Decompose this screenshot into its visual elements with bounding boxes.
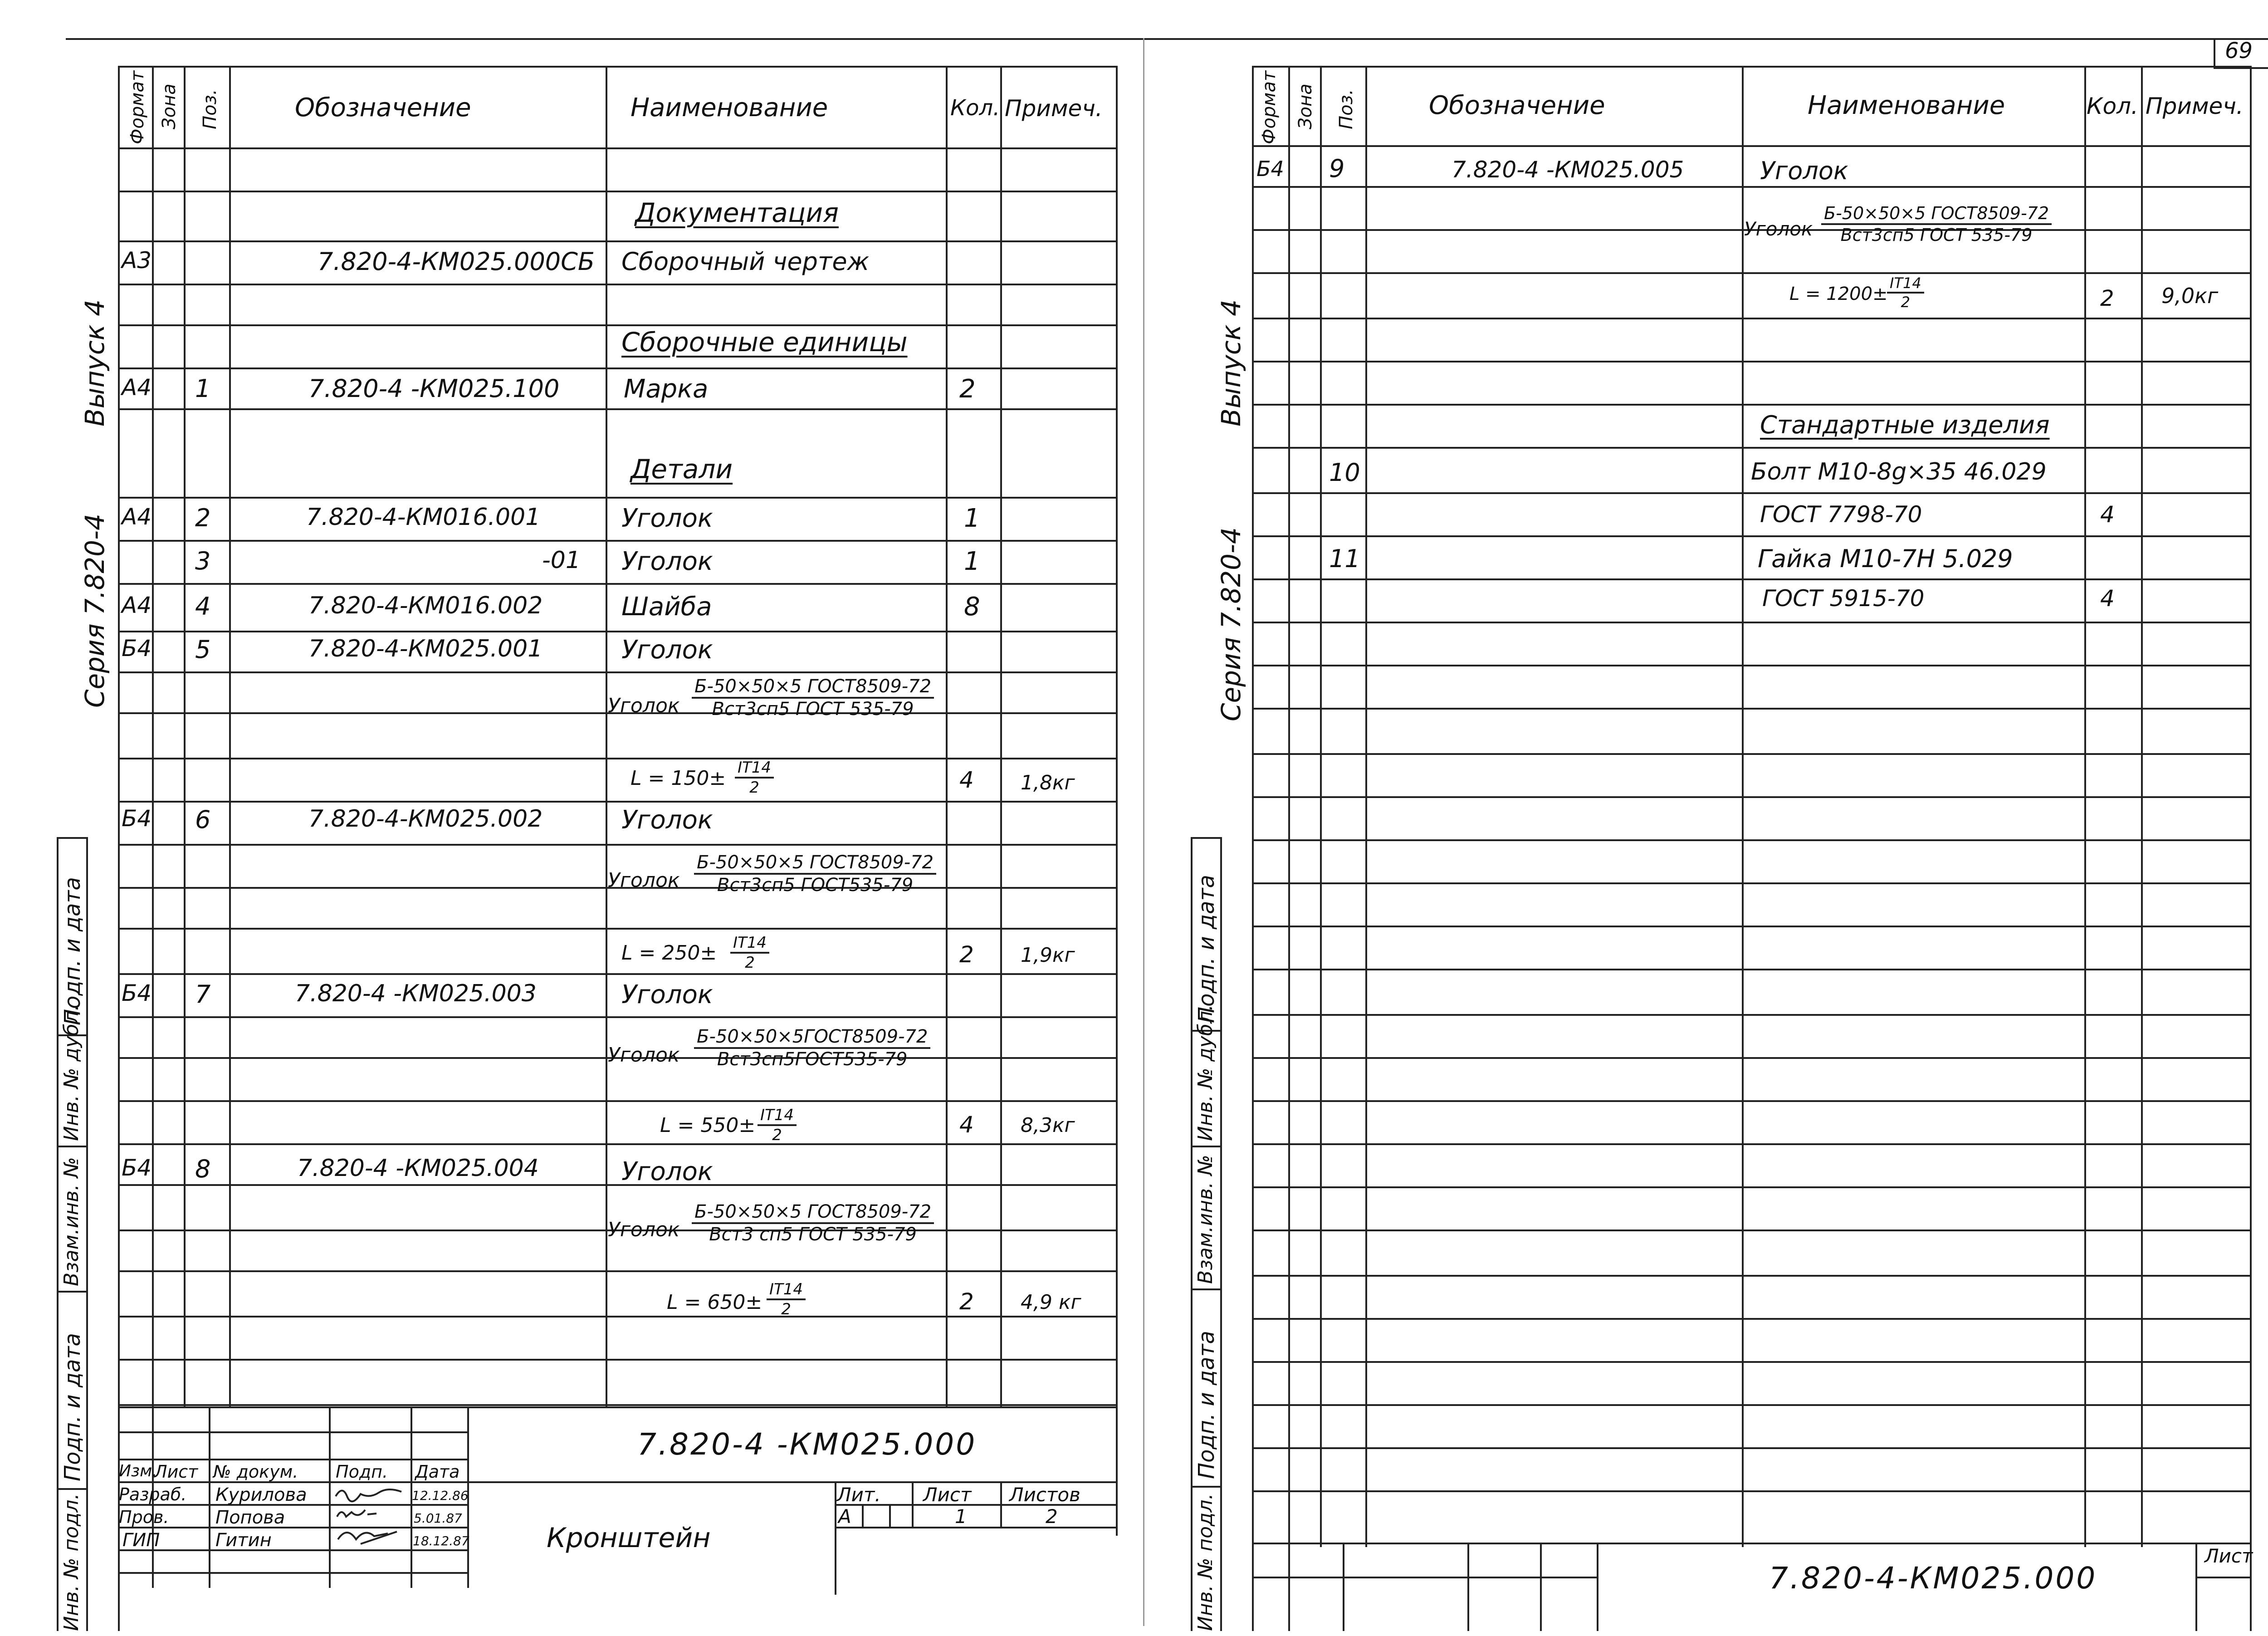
header-name: Наименование — [1808, 91, 2005, 120]
row-qty: 4 — [959, 1112, 974, 1138]
row-designation: 7.820-4-КМ025.000СБ — [318, 247, 595, 276]
tb-person: Курилова — [215, 1484, 307, 1505]
row-name: Уголок — [621, 547, 713, 576]
row-pos: 2 — [195, 504, 211, 532]
row-designation: 7.820-4 -КМ025.100 — [308, 374, 560, 403]
header-pos: Поз. — [200, 89, 220, 129]
tb-col-list: Лист — [154, 1462, 198, 1482]
row-note: 8,3кг — [1021, 1114, 1075, 1137]
row-name: Уголок — [621, 635, 713, 665]
stamp-label: Инв. № подл. — [60, 1493, 83, 1631]
col-line — [2084, 66, 2086, 1547]
right-frame-left — [1252, 66, 1254, 1631]
length-tolerance: $\frac{IT14}{2}$ — [758, 1106, 797, 1144]
row-pos: 10 — [1329, 458, 1360, 487]
col-line — [152, 66, 154, 1406]
row-pos: 5 — [195, 635, 211, 664]
profile-prefix: Уголок — [1744, 218, 1813, 240]
col-line — [946, 66, 948, 1406]
row-note: 1,8кг — [1021, 771, 1075, 794]
header-format: Формат — [127, 70, 148, 144]
tb-sheets-label: Листов — [1009, 1484, 1080, 1506]
header-designation: Обозначение — [295, 93, 471, 122]
col-line — [1365, 66, 1367, 1547]
header-name: Наименование — [631, 93, 828, 122]
profile-prefix: Уголок — [608, 1218, 680, 1241]
tb-sheet-value: 1 — [955, 1505, 967, 1528]
row-pos: 3 — [195, 547, 211, 575]
left-frame-left — [118, 66, 120, 1631]
header-note: Примеч. — [1005, 95, 1103, 122]
profile-fraction: Б-50×50×5 ГОСТ8509-72 Вст3сп5 ГОСТ535-79 — [694, 852, 936, 896]
row-format: А4 — [122, 592, 152, 618]
page-number: 69 — [2225, 38, 2253, 64]
tb-date: 5.01.87 — [414, 1511, 462, 1526]
tb-lit-label: Лит. — [837, 1484, 881, 1506]
stamp-label: Взам.инв. № — [60, 1157, 83, 1286]
stamp-label: Подп. и дата — [1194, 875, 1219, 1023]
length-prefix: L = 150± — [631, 767, 726, 790]
length-tolerance: $\frac{IT14}{2}$ — [767, 1280, 806, 1318]
stamp-label: Взам.инв. № — [1194, 1155, 1217, 1284]
row-note: 9,0кг — [2161, 284, 2219, 308]
row-name: Сборочный чертеж — [621, 247, 870, 276]
row-name: Уголок — [621, 805, 713, 835]
profile-prefix: Уголок — [608, 694, 680, 717]
length-tolerance: $\frac{IT14}{2}$ — [730, 934, 769, 972]
profile-prefix: Уголок — [608, 1043, 680, 1067]
row-designation: -01 — [542, 547, 581, 574]
header-zone: Зона — [159, 83, 180, 129]
header-qty: Кол. — [2087, 93, 2138, 119]
tb-role: Пров. — [119, 1507, 169, 1527]
side-series-label: Серия 7.820-4 — [1216, 527, 1246, 721]
row-designation: 7.820-4 -КМ025.004 — [297, 1155, 539, 1182]
side-issue-label: Выпуск 4 — [1216, 299, 1246, 426]
row-format: Б4 — [1256, 157, 1284, 181]
row-qty: 4 — [2100, 585, 2115, 612]
row-qty: 4 — [2100, 501, 2115, 528]
stamp-label: Подп. и дата — [1194, 1331, 1219, 1479]
tb-date: 12.12.86 — [412, 1488, 469, 1503]
header-note: Примеч. — [2146, 93, 2244, 119]
header-bottom-line — [118, 147, 1118, 149]
footer-sheet-label: Лист — [2204, 1545, 2253, 1567]
row-qty: 1 — [964, 547, 980, 576]
row-qty: 2 — [959, 1288, 974, 1315]
row-format: А4 — [122, 504, 152, 530]
row-qty: 2 — [2100, 286, 2114, 311]
header-format: Формат — [1259, 70, 1280, 144]
row-name: Уголок — [621, 1157, 713, 1186]
profile-fraction: Б-50×50×5 ГОСТ8509-72 Вст3сп5 ГОСТ 535-79 — [1821, 203, 2052, 245]
tb-role: ГИП — [122, 1530, 160, 1551]
row-qty: 2 — [959, 941, 974, 968]
row-qty: 2 — [959, 374, 976, 404]
row-name: Марка — [624, 374, 709, 404]
row-pos: 6 — [195, 805, 211, 834]
row-designation: 7.820-4-КМ025.001 — [308, 635, 543, 662]
header-qty: Кол. — [950, 95, 1000, 121]
length-prefix: L = 1200± — [1789, 284, 1888, 304]
length-prefix: L = 250± — [621, 941, 717, 965]
tb-sheet-label: Лист — [923, 1484, 972, 1506]
tb-date: 18.12.87 — [413, 1533, 469, 1548]
col-line — [184, 66, 186, 1406]
side-series-label: Серия 7.820-4 — [79, 514, 110, 708]
tb-person: Гитин — [215, 1530, 272, 1551]
row-name: Уголок — [621, 980, 713, 1009]
row-format: А3 — [122, 247, 152, 274]
row-designation: 7.820-4-КМ025.002 — [308, 805, 543, 833]
tb-col-sign: Подп. — [336, 1462, 388, 1482]
length-prefix: L = 550± — [660, 1114, 756, 1137]
row-format: Б4 — [122, 980, 152, 1006]
col-line — [1288, 66, 1290, 1547]
tb-col-docnum: № докум. — [213, 1462, 298, 1482]
profile-fraction: Б-50×50×5 ГОСТ8509-72 Вст3сп5 ГОСТ 535-79 — [692, 676, 934, 720]
row-name: Уголок — [621, 504, 713, 533]
row-pos: 9 — [1329, 154, 1345, 183]
length-tolerance: $\frac{IT14}{2}$ — [735, 759, 774, 797]
tb-person: Попова — [215, 1507, 285, 1528]
col-line — [2141, 66, 2143, 1547]
side-issue-label: Выпуск 4 — [79, 299, 110, 426]
row-format: Б4 — [122, 805, 152, 832]
row-name: ГОСТ 5915-70 — [1762, 585, 1925, 612]
row-name: Уголок — [1760, 157, 1848, 185]
row-pos: 7 — [195, 980, 211, 1009]
right-frame-top — [1252, 66, 2252, 68]
row-qty: 8 — [964, 592, 980, 622]
col-line — [229, 66, 231, 1406]
row-designation: 7.820-4 -КМ025.005 — [1452, 157, 1684, 183]
section-standard-items: Стандартные изделия — [1760, 411, 2050, 439]
profile-fraction: Б-50×50×5ГОСТ8509-72 Вст3сп5ГОСТ535-79 — [694, 1026, 930, 1070]
header-designation: Обозначение — [1429, 91, 1605, 120]
section-documentation: Документация — [635, 197, 839, 228]
col-line — [1320, 66, 1322, 1547]
length-tolerance: $\frac{IT14}{2}$ — [1887, 274, 1924, 311]
profile-prefix: Уголок — [608, 869, 680, 892]
sheet-divider — [1143, 38, 1144, 1626]
col-line — [606, 66, 607, 1406]
stamp-label: Инв. № подл. — [1194, 1493, 1217, 1631]
row-name: Шайба — [621, 592, 712, 622]
row-format: А4 — [122, 374, 152, 401]
row-note: 4,9 кг — [1021, 1291, 1081, 1314]
header-pos: Поз. — [1336, 89, 1357, 129]
col-line — [1000, 66, 1002, 1406]
title-block-doc-number: 7.820-4 -КМ025.000 — [637, 1427, 977, 1462]
row-designation: 7.820-4-КМ016.001 — [306, 504, 541, 531]
row-qty: 1 — [964, 504, 980, 533]
tb-col-izm: Изм. — [119, 1462, 157, 1480]
title-block-title: Кронштейн — [547, 1522, 711, 1554]
stamp-label: Подп. и дата — [60, 877, 85, 1025]
section-details: Детали — [631, 454, 733, 485]
header-bottom-line — [1252, 145, 2252, 147]
col-line — [1742, 66, 1744, 1547]
stamp-label: Подп. и дата — [60, 1333, 85, 1481]
right-frame-right — [2250, 66, 2252, 1631]
stamp-label: Инв. № дубл. — [60, 1004, 83, 1141]
section-assemblies: Сборочные единицы — [621, 327, 908, 358]
footer-doc-number: 7.820-4-КМ025.000 — [1769, 1561, 2097, 1596]
left-frame-right — [1116, 66, 1118, 1495]
row-name: Гайка М10-7Н 5.029 — [1758, 544, 2013, 573]
row-designation: 7.820-4 -КМ025.003 — [295, 980, 537, 1007]
tb-role: Разраб. — [119, 1484, 187, 1504]
row-name: ГОСТ 7798-70 — [1760, 501, 1922, 528]
signature-icon — [333, 1483, 406, 1569]
row-qty: 4 — [959, 767, 974, 793]
tb-sheets-value: 2 — [1046, 1505, 1058, 1528]
stamp-label: Инв. № дубл. — [1194, 1004, 1217, 1141]
row-format: Б4 — [122, 1155, 152, 1181]
row-note: 1,9кг — [1021, 944, 1075, 967]
header-zone: Зона — [1295, 83, 1316, 129]
length-prefix: L = 650± — [667, 1291, 763, 1314]
row-pos: 11 — [1329, 544, 1360, 573]
row-pos: 1 — [195, 374, 211, 403]
row-name: Болт М10-8g×35 46.029 — [1751, 458, 2047, 485]
tb-col-date: Дата — [415, 1462, 460, 1482]
profile-fraction: Б-50×50×5 ГОСТ8509-72 Вст3 сп5 ГОСТ 535-79 — [692, 1201, 934, 1245]
left-frame-top — [118, 66, 1118, 68]
row-format: Б4 — [122, 635, 152, 661]
row-pos: 4 — [195, 592, 211, 621]
tb-lit-value: А — [838, 1505, 851, 1528]
row-designation: 7.820-4-КМ016.002 — [308, 592, 543, 619]
top-border-line — [66, 38, 2268, 40]
row-pos: 8 — [195, 1155, 211, 1183]
